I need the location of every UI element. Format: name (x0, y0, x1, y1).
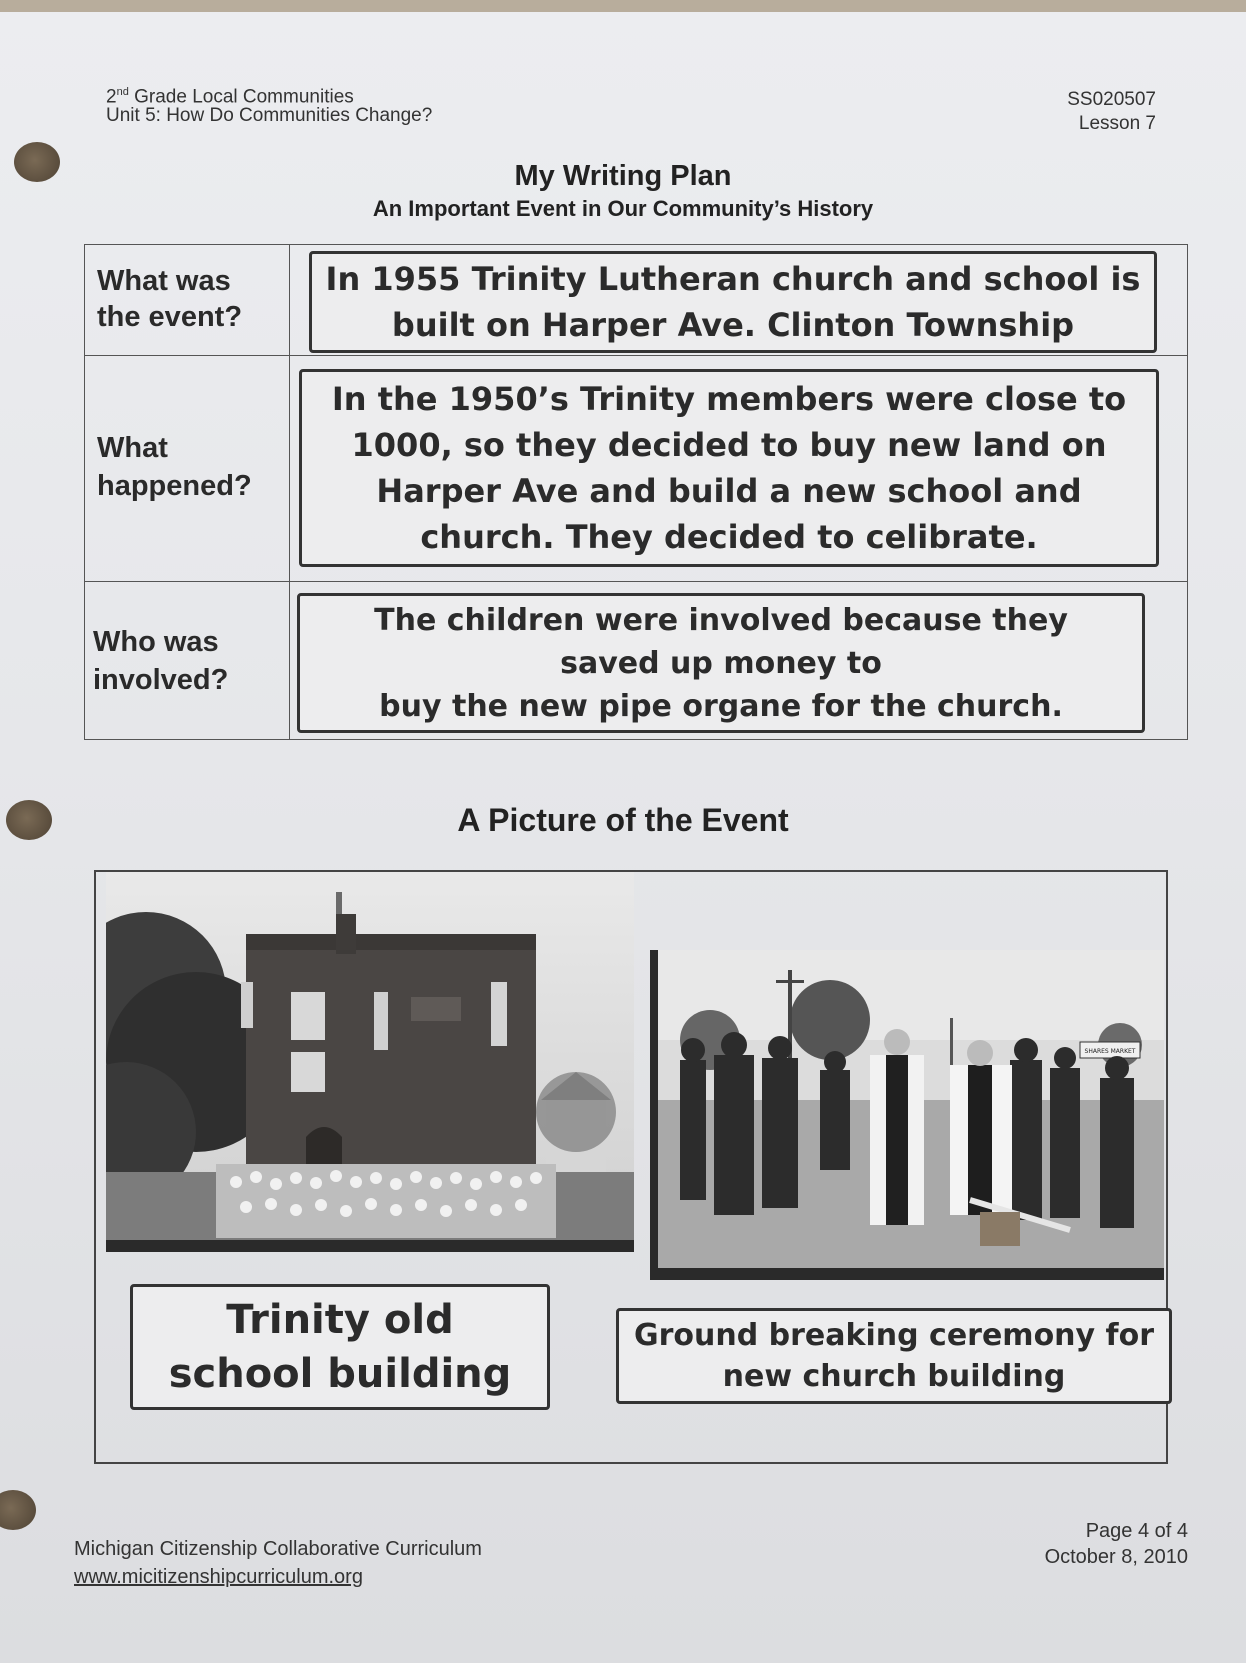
table-surface-edge (0, 0, 1246, 12)
table-divider (289, 245, 290, 739)
picture-heading: A Picture of the Event (457, 802, 789, 838)
lesson-number: Lesson 7 (1078, 113, 1156, 134)
caption-old-school: Trinity old school building (130, 1284, 550, 1410)
market-sign-text: SHARES MARKET (1084, 1048, 1136, 1055)
grade-title: 2nd Grade Local Communities (106, 86, 354, 108)
old-school-photo (106, 872, 634, 1252)
footer-organization: Michigan Citizenship Collaborative Curriculum (74, 1538, 482, 1560)
answer-who-involved-box: The children were involved because they saved up money to buy the new pipe organe for the church. (297, 593, 1145, 733)
writing-plan-table (84, 244, 1188, 740)
footer-date: October 8, 2010 (1044, 1546, 1188, 1568)
question-what-happened: What happened? (97, 432, 252, 502)
question-event: What was the event? (97, 265, 243, 333)
answer-what-happened-box: In the 1950’s Trinity members were close to 1000, so they decided to buy new land on Harper Ave and build a new school and church. They decided to celibrate. (299, 369, 1159, 567)
page-title: My Writing Plan (514, 160, 732, 192)
footer-page-number: Page 4 of 4 (1085, 1520, 1188, 1542)
question-who-involved: Who was involved? (93, 626, 229, 696)
answer-event-box: In 1955 Trinity Lutheran church and school is built on Harper Ave. Clinton Township (309, 251, 1157, 353)
caption-ground-breaking: Ground breaking ceremony for new church building (616, 1308, 1172, 1404)
punch-hole (0, 1490, 36, 1530)
table-divider (85, 581, 1187, 582)
lesson-code: SS020507 (1067, 89, 1156, 110)
footer-link[interactable]: www.micitizenshipcurriculum.org (74, 1566, 363, 1588)
unit-title: Unit 5: How Do Communities Change? (106, 105, 433, 126)
ground-breaking-photo (650, 950, 1164, 1280)
table-divider (85, 355, 1187, 356)
page-subtitle: An Important Event in Our Community’s History (372, 196, 874, 221)
